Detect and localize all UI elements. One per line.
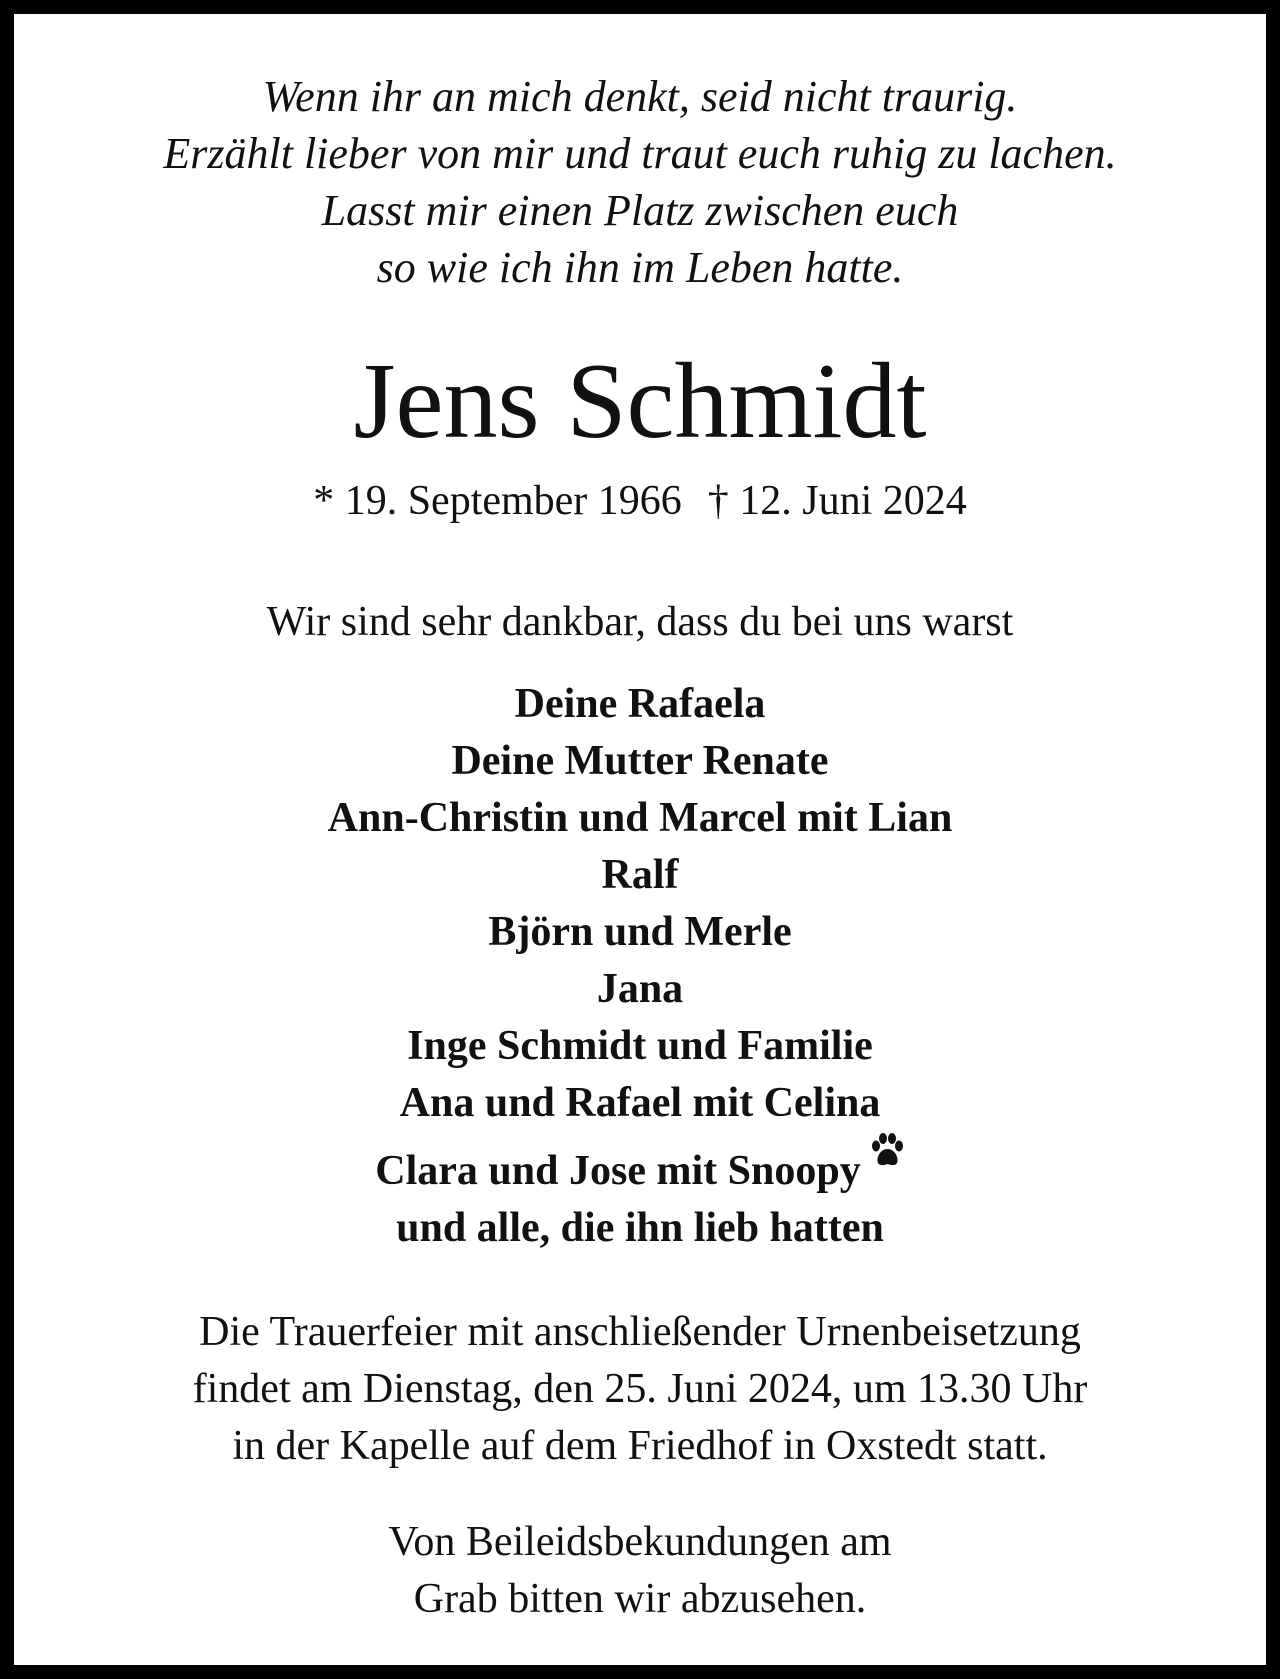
mourner-line: Inge Schmidt und Familie	[407, 1023, 873, 1069]
condolence-line: Von Beileidsbekundungen am	[388, 1519, 892, 1565]
service-line: Die Trauerfeier mit anschließender Urnenbeisetzung	[199, 1309, 1081, 1355]
death-date: † 12. Juni 2024	[707, 478, 967, 524]
service-line: in der Kapelle auf dem Friedhof in Oxstedt statt.	[232, 1423, 1048, 1469]
thanks-line: Wir sind sehr dankbar, dass du bei uns warst	[266, 599, 1014, 645]
poem-line: Erzählt lieber von mir und traut euch ruhig zu lachen.	[163, 129, 1117, 178]
mourner-line: Ana und Rafael mit Celina	[399, 1080, 881, 1126]
mourner-line: und alle, die ihn lieb hatten	[396, 1205, 884, 1251]
mourner-line: Deine Rafaela	[514, 681, 766, 727]
mourner-line: Björn und Merle	[488, 909, 792, 955]
mourner-line: Deine Mutter Renate	[451, 738, 829, 784]
mourner-line: Clara und Jose mit Snoopy	[375, 1148, 861, 1194]
deceased-name: Jens Schmidt	[353, 342, 927, 461]
poem-line: Lasst mir einen Platz zwischen euch	[321, 186, 959, 235]
mourner-line: Ann-Christin und Marcel mit Lian	[327, 795, 953, 841]
condolence-note	[14, 1514, 1266, 1628]
paw-print-icon	[869, 1132, 905, 1170]
life-dates	[14, 473, 1266, 529]
poem-line: Wenn ihr an mich denkt, seid nicht traurig.	[262, 72, 1018, 121]
service-details	[14, 1304, 1266, 1475]
poem-line: so wie ich ihn im Leben hatte.	[376, 243, 904, 292]
service-line: findet am Dienstag, den 25. Juni 2024, um 13.30 Uhr	[192, 1366, 1088, 1412]
mourner-line: Ralf	[601, 852, 679, 898]
birth-date: * 19. September 1966	[313, 478, 682, 524]
mourners-list	[14, 676, 1266, 1257]
mourner-line-with-pet	[14, 1132, 1266, 1200]
mourner-line: Jana	[596, 966, 684, 1012]
condolence-line: Grab bitten wir abzusehen.	[413, 1576, 867, 1622]
memorial-poem	[14, 68, 1266, 296]
